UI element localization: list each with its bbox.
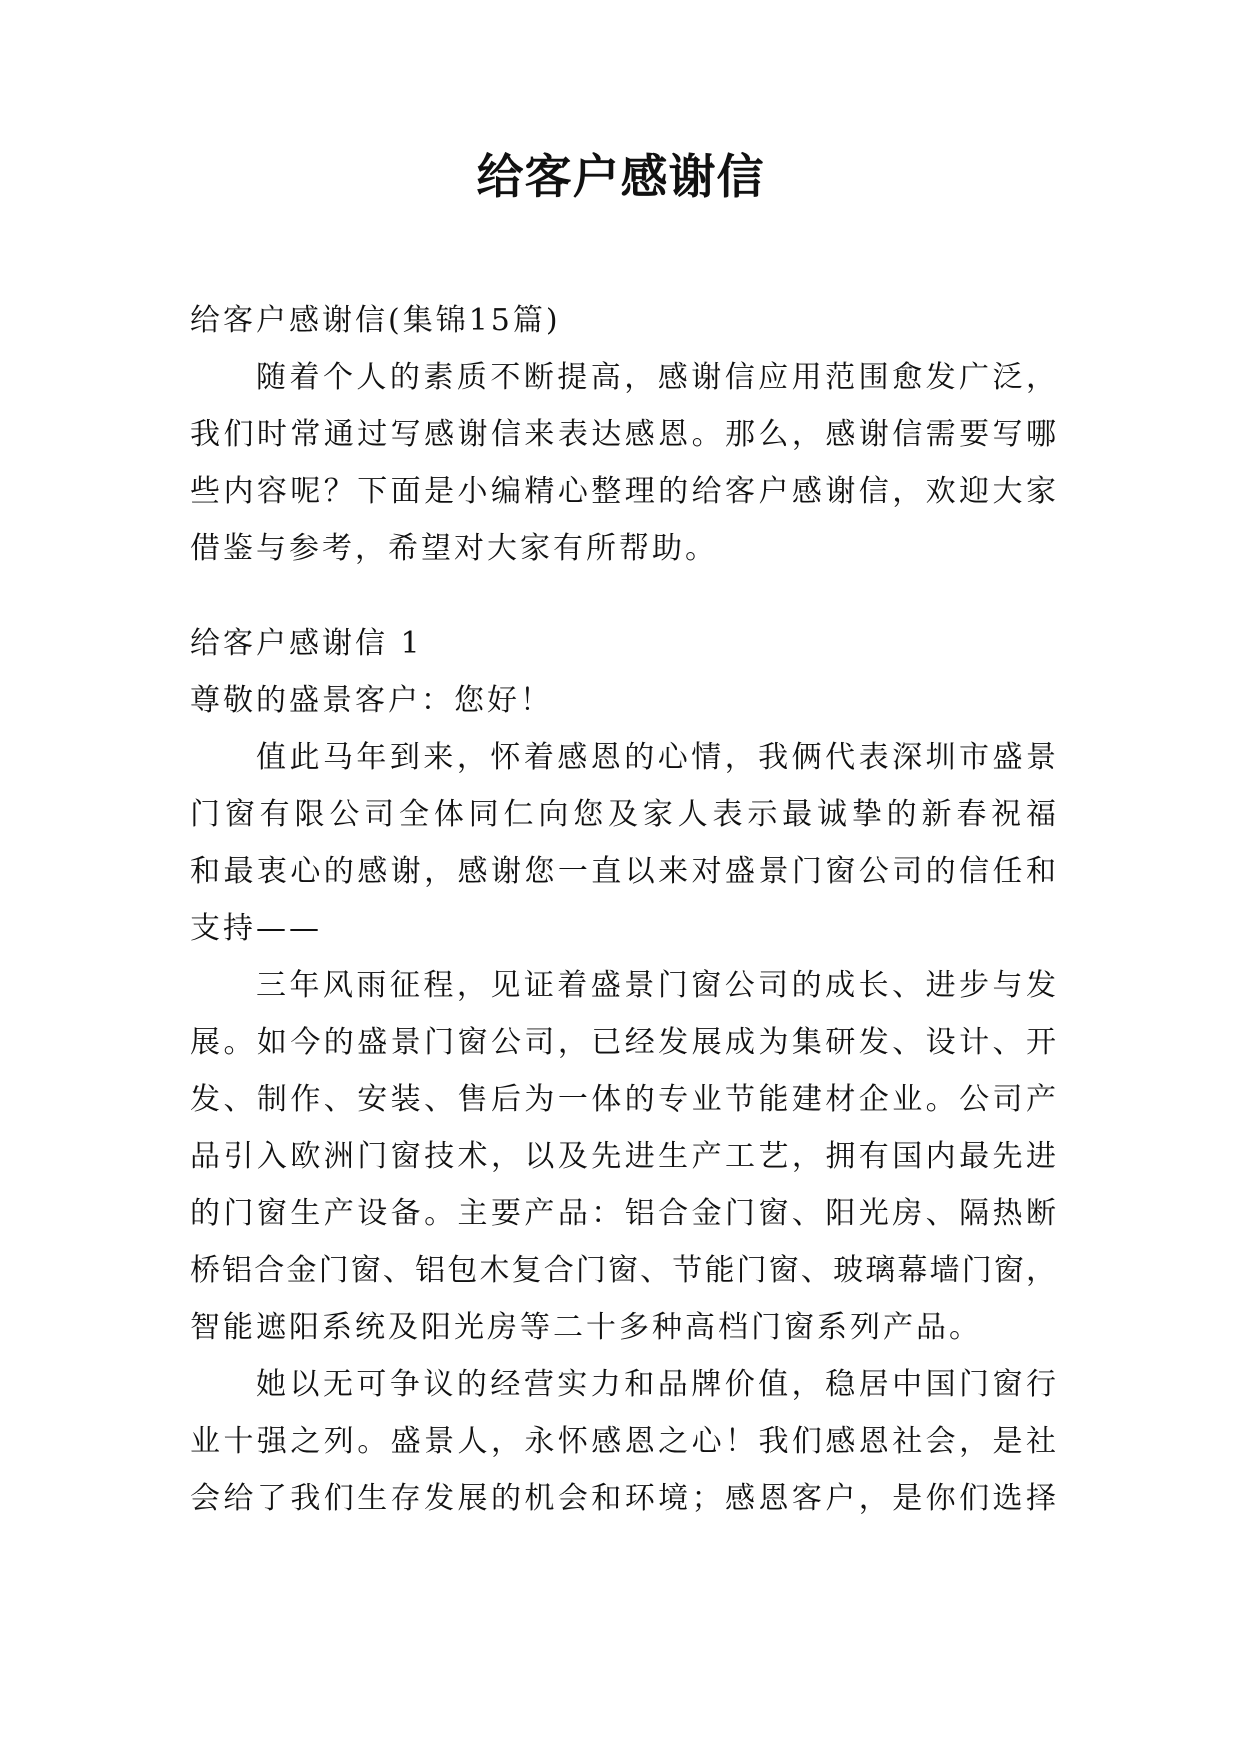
paragraph-line: 业十强之列。盛景人，永怀感恩之心！我们感恩社会，是社 [190,1424,1056,1459]
intro-paragraph [190,349,1056,577]
page-title: 给客户感谢信 [476,150,765,205]
paragraph-line: 和最衷心的感谢，感谢您一直以来对盛景门窗公司的信任和 [190,854,1056,889]
paragraph-line: 支持—— [190,911,322,946]
letter-paragraph-2 [190,957,1056,1356]
section-gap [190,577,1056,615]
paragraph-line: 值此马年到来，怀着感恩的心情，我俩代表深圳市盛景 [256,740,1056,775]
paragraph-line: 会给了我们生存发展的机会和环境；感恩客户，是你们选择 [190,1481,1056,1516]
paragraph-line: 她以无可争议的经营实力和品牌价值，稳居中国门窗行 [256,1367,1056,1402]
letter-paragraph-1 [190,729,1056,957]
paragraph-line: 的门窗生产设备。主要产品：铝合金门窗、阳光房、隔热断 [190,1196,1056,1231]
paragraph-line: 展。如今的盛景门窗公司，已经发展成为集研发、设计、开 [190,1025,1056,1060]
paragraph-line: 随着个人的素质不断提高，感谢信应用范围愈发广泛， [256,360,1056,395]
document-subtitle: 给客户感谢信(集锦15篇) [190,303,561,338]
paragraph-line: 些内容呢？下面是小编精心整理的给客户感谢信，欢迎大家 [190,474,1056,509]
letter-salutation: 尊敬的盛景客户：您好！ [190,683,553,718]
paragraph-line: 品引入欧洲门窗技术，以及先进生产工艺，拥有国内最先进 [190,1139,1056,1174]
letter-heading: 给客户感谢信 1 [190,626,423,661]
document-body [190,292,1056,1527]
paragraph-line: 发、制作、安装、售后为一体的专业节能建材企业。公司产 [190,1082,1056,1117]
letter-paragraph-3 [190,1356,1056,1527]
paragraph-line: 我们时常通过写感谢信来表达感恩。那么，感谢信需要写哪 [190,417,1056,452]
paragraph-line: 借鉴与参考，希望对大家有所帮助。 [190,531,718,566]
paragraph-line: 门窗有限公司全体同仁向您及家人表示最诚挚的新春祝福 [190,797,1056,832]
paragraph-line: 智能遮阳系统及阳光房等二十多种高档门窗系列产品。 [190,1310,982,1345]
paragraph-line: 桥铝合金门窗、铝包木复合门窗、节能门窗、玻璃幕墙门窗， [190,1253,1056,1288]
paragraph-line: 三年风雨征程，见证着盛景门窗公司的成长、进步与发 [256,968,1056,1003]
